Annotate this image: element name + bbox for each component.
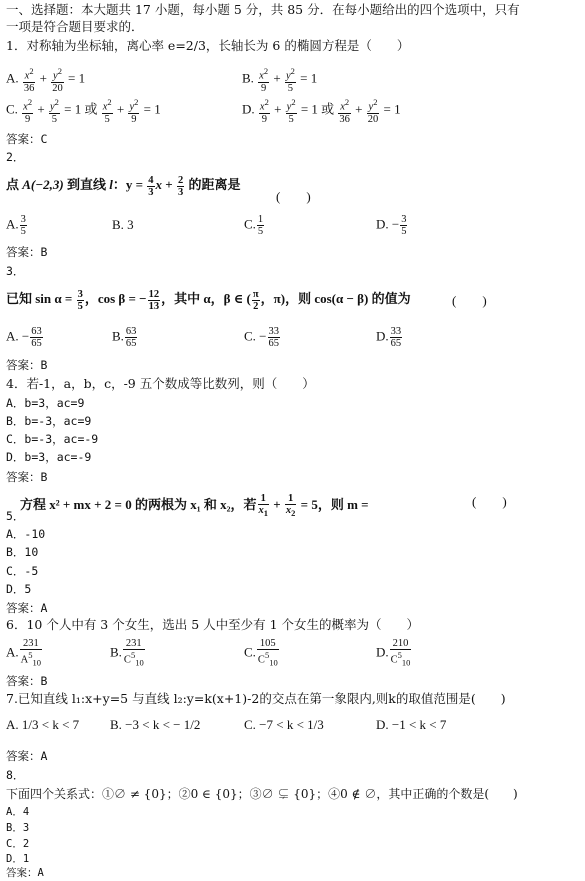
q8-answer: 答案：A	[6, 867, 44, 879]
q1-option-d: D. $\frac{x^2}{9}$ + $\frac{y^2}{5}$ = 1 或 $\frac{x^2}{36}$ + $\frac{y^2}{20}$ = 1	[242, 97, 401, 125]
q4-option-b: B．b=-3，ac=9	[6, 414, 92, 428]
q1-option-a: A. $\frac{x^2}{36}$ + $\frac{y^2}{20}$ = 1	[6, 66, 86, 94]
q1-option-c: C. $\frac{x^2}{9}$ + $\frac{y^2}{5}$ = 1 或 $\frac{x^2}{5}$ + $\frac{y^2}{9}$ = 1	[6, 97, 161, 125]
q2-option-c: C. $\frac{1}{5}$	[244, 214, 264, 237]
q3-option-b: B. $\frac{63}{65}$	[112, 326, 137, 349]
q6-answer: 答案：B	[6, 674, 48, 688]
section-header-line1: 一、选择题：本大题共 17 小题，每小题 5 分，共 85 分．在每小题给出的四个选项中，只有	[6, 2, 520, 17]
q6-option-a: A. $\frac{231}{A^5_{10}}$	[6, 638, 41, 668]
q2-number: 2．	[6, 150, 25, 164]
q4-answer: 答案：B	[6, 470, 48, 484]
q8-stem: 下面四个关系式：①∅ ≠ {0}；②0 ∈ {0}；③∅ ⊊ {0}；④0 ∉ ∅，其中正确的个数是( )	[6, 787, 518, 801]
q7-option-a: A. 1/3 < k < 7	[6, 717, 80, 732]
q2-answer: 答案：B	[6, 245, 48, 259]
q4-stem: 4．若-1，a，b，c，-9 五个数成等比数列，则（ ）	[6, 376, 315, 391]
q4-option-a: A．b=3，ac=9	[6, 396, 85, 410]
q6-option-b: B. $\frac{231}{C^5_{10}}$	[110, 638, 144, 668]
q7-option-c: C. −7 < k < 1/3	[244, 717, 324, 732]
q2-stem: 点 A(−2,3) 到直线 l：y = $\frac{4}{3}$ x + $\frac{2}{3}$ 的距离是	[6, 174, 241, 198]
q3-answer: 答案：B	[6, 358, 48, 372]
q2-option-b: B. 3	[112, 217, 134, 232]
q5-number: 5．	[6, 509, 25, 523]
q5-option-a: A．-10	[6, 527, 46, 541]
q6-stem: 6．10 个人中有 3 个女生，选出 5 人中至少有 1 个女生的概率为（ ）	[6, 617, 420, 632]
q5-option-d: D．5	[6, 582, 32, 596]
q3-number: 3．	[6, 264, 25, 278]
q4-option-d: D．b=3，ac=-9	[6, 450, 92, 464]
q8-option-c: C．2	[6, 838, 30, 850]
q8-option-d: D．1	[6, 853, 30, 865]
q7-option-d: D. −1 < k < 7	[376, 717, 447, 732]
q1-answer: 答案：C	[6, 132, 48, 146]
q5-paren: ( )	[472, 494, 507, 509]
q2-paren: ( )	[276, 189, 311, 204]
q3-stem: 已知 sin α = $\frac{3}{5}$ ，cos β = − $\frac{12}{13}$ ，其中 α，β ∈ ( $\frac{\pi}{2}$ ，π)，则 cos(α − β) 的值为	[6, 288, 411, 312]
q8-option-b: B．3	[6, 822, 30, 834]
q8-option-a: A．4	[6, 806, 30, 818]
q6-option-d: D. $\frac{210}{C^5_{10}}$	[376, 638, 411, 668]
q7-option-b: B. −3 < k < − 1/2	[110, 717, 201, 732]
q8-number: 8．	[6, 768, 25, 782]
q7-answer: 答案：A	[6, 749, 48, 763]
q6-option-c: C. $\frac{105}{C^5_{10}}$	[244, 638, 278, 668]
q2-option-d: D. − $\frac{3}{5}$	[376, 214, 407, 237]
q3-option-a: A. − $\frac{63}{65}$	[6, 326, 42, 349]
q3-paren: ( )	[452, 293, 487, 308]
q2-option-a: A. $\frac{3}{5}$	[6, 214, 26, 237]
q5-answer: 答案：A	[6, 601, 48, 615]
q7-stem: 7.已知直线 l₁:x+y=5 与直线 l₂:y=k(x+1)-2的交点在第一象限内,则k的取值范围是( )	[6, 691, 506, 706]
q4-option-c: C．b=-3，ac=-9	[6, 432, 99, 446]
q5-option-b: B．10	[6, 545, 39, 559]
q3-option-d: D. $\frac{33}{65}$	[376, 326, 402, 349]
q5-option-c: C．-5	[6, 564, 39, 578]
q1-option-b: B. $\frac{x^2}{9}$ + $\frac{y^2}{5}$ = 1	[242, 66, 318, 94]
q3-option-c: C. − $\frac{33}{65}$	[244, 326, 280, 349]
q5-stem: 方程 x² + mx + 2 = 0 的两根为 x₁ 和 x₂，若 $\frac{1}{x_1}$ + $\frac{1}{x_2}$ = 5，则 m =	[20, 493, 369, 519]
q1-stem: 1．对称轴为坐标轴，离心率 e=2/3，长轴长为 6 的椭圆方程是（ ）	[6, 38, 410, 53]
section-header-line2: 一项是符合题目要求的．	[6, 19, 144, 34]
